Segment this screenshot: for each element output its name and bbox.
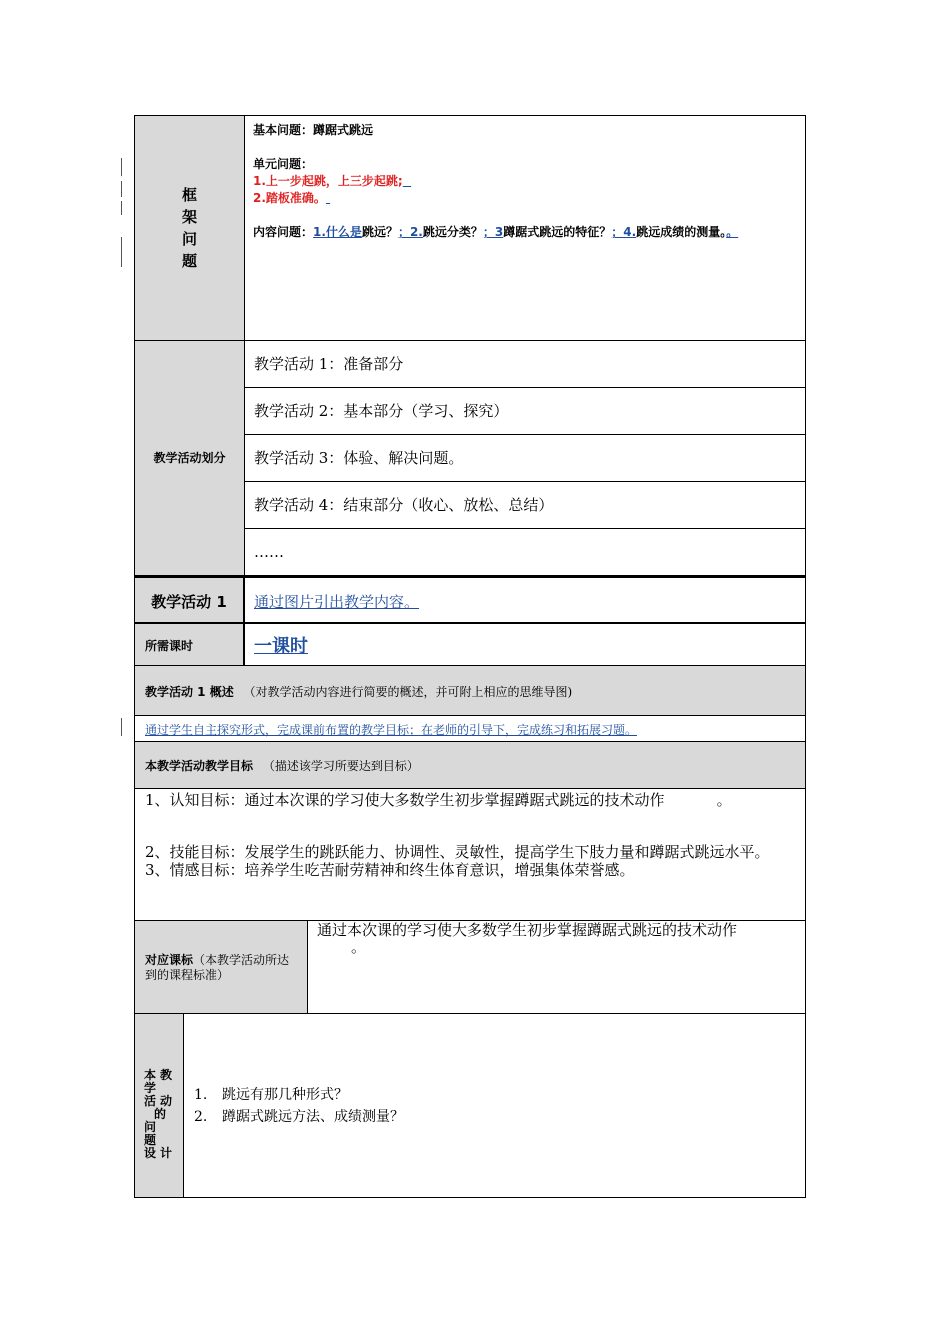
- unit-question-1: 1.上一步起跳，上三步起跳;: [253, 174, 403, 188]
- division-item: ……: [254, 543, 284, 561]
- activity1-value: 通过图片引出教学内容。: [254, 593, 420, 611]
- standard-row: [134, 921, 806, 1014]
- basic-question: 基本问题：蹲踞式跳远: [253, 123, 374, 137]
- goals-hint: （描述该学习所要达到目标）: [262, 759, 419, 773]
- standard-text-cell: [308, 921, 805, 1013]
- goals-header: [145, 757, 419, 774]
- design-row: [134, 1014, 806, 1198]
- activity1-row: [134, 576, 806, 624]
- margin-mark: [121, 237, 124, 267]
- design-question-2: 2. 蹲踞式跳远方法、成绩测量？: [194, 1109, 404, 1125]
- time-row: [134, 624, 806, 666]
- activity1-value-cell: [245, 576, 805, 622]
- margin-mark: [121, 158, 124, 176]
- unit-question-title: 单元问题：: [253, 157, 314, 171]
- lesson-table: [134, 115, 806, 1198]
- division-label-cell: [135, 341, 245, 575]
- framework-content-cell: [245, 116, 805, 340]
- time-label-cell: [135, 624, 245, 665]
- margin-mark: [121, 201, 124, 215]
- time-label: 所需课时: [145, 639, 194, 653]
- standard-label-cell: [135, 921, 308, 1013]
- framework-label-char: 架: [181, 208, 197, 226]
- goal-2: 2、技能目标：发展学生的跳跃能力、协调性、灵敏性，提高学生下肢力量和蹲踞式跳远水平。: [145, 843, 770, 861]
- framework-label-cell: [135, 116, 245, 340]
- overview-text-row: [134, 716, 806, 742]
- design-label-cell: [135, 1014, 184, 1197]
- goals-header-row: [134, 742, 806, 789]
- framework-label-char: 问: [181, 230, 197, 248]
- content-questions: 内容问题：1.什么是跳远？；2.跳远分类？；3蹲踞式跳远的特征？；4.跳远成绩的测量。。: [253, 225, 739, 239]
- design-content-cell: [184, 1014, 805, 1197]
- division-item: 教学活动 4：结束部分（收心、放松、总结）: [245, 482, 805, 529]
- division-item: 教学活动 3：体验、解决问题。: [245, 435, 805, 482]
- design-question-1: 1. 跳远有那几种形式？: [194, 1087, 348, 1103]
- goal-1: 1、认知目标：通过本次课的学习使大多数学生初步掌握蹲踞式跳远的技术动作 。: [145, 791, 732, 809]
- framework-row: [134, 115, 806, 341]
- unit-question-2: 2.踏板准确。: [253, 191, 326, 205]
- margin-mark: [121, 718, 124, 736]
- design-label: 本 教 学 活 动 的 问 题 设 计: [144, 1068, 173, 1160]
- overview-text: 通过学生自主探究形式，完成课前布置的教学目标；在老师的引导下，完成练习和拓展习题。: [145, 723, 638, 737]
- standard-text-end: 。: [351, 938, 367, 956]
- time-value-cell: [245, 624, 805, 665]
- overview-header-row: [134, 666, 806, 716]
- overview-label: 教学活动 1 概述: [145, 685, 234, 699]
- goals-text-row: [134, 789, 806, 921]
- overview-hint: （对教学活动内容进行简要的概述，并可附上相应的思维导图): [243, 685, 573, 699]
- framework-label-char: 题: [181, 252, 197, 270]
- standard-label: 对应课标（本教学活动所达到的课程标准）: [145, 953, 290, 982]
- goals-label: 本教学活动教学目标: [145, 759, 254, 773]
- division-item: 教学活动 2：基本部分（学习、探究）: [245, 388, 805, 435]
- activity1-label: 教学活动 1: [151, 593, 227, 611]
- activity1-label-cell: [135, 576, 245, 622]
- division-item: 教学活动 1：准备部分: [245, 341, 805, 388]
- standard-text: 通过本次课的学习使大多数学生初步掌握蹲踞式跳远的技术动作: [317, 921, 738, 939]
- division-label: 教学活动划分: [153, 451, 226, 465]
- division-items: [245, 341, 805, 575]
- goal-3: 3、情感目标：培养学生吃苦耐劳精神和终生体育意识，增强集体荣誉感。: [145, 861, 635, 879]
- margin-mark: [121, 181, 124, 197]
- framework-label-char: 框: [181, 186, 197, 204]
- division-row: [134, 341, 806, 576]
- overview-header: [145, 683, 572, 700]
- time-value: 一课时: [254, 636, 308, 657]
